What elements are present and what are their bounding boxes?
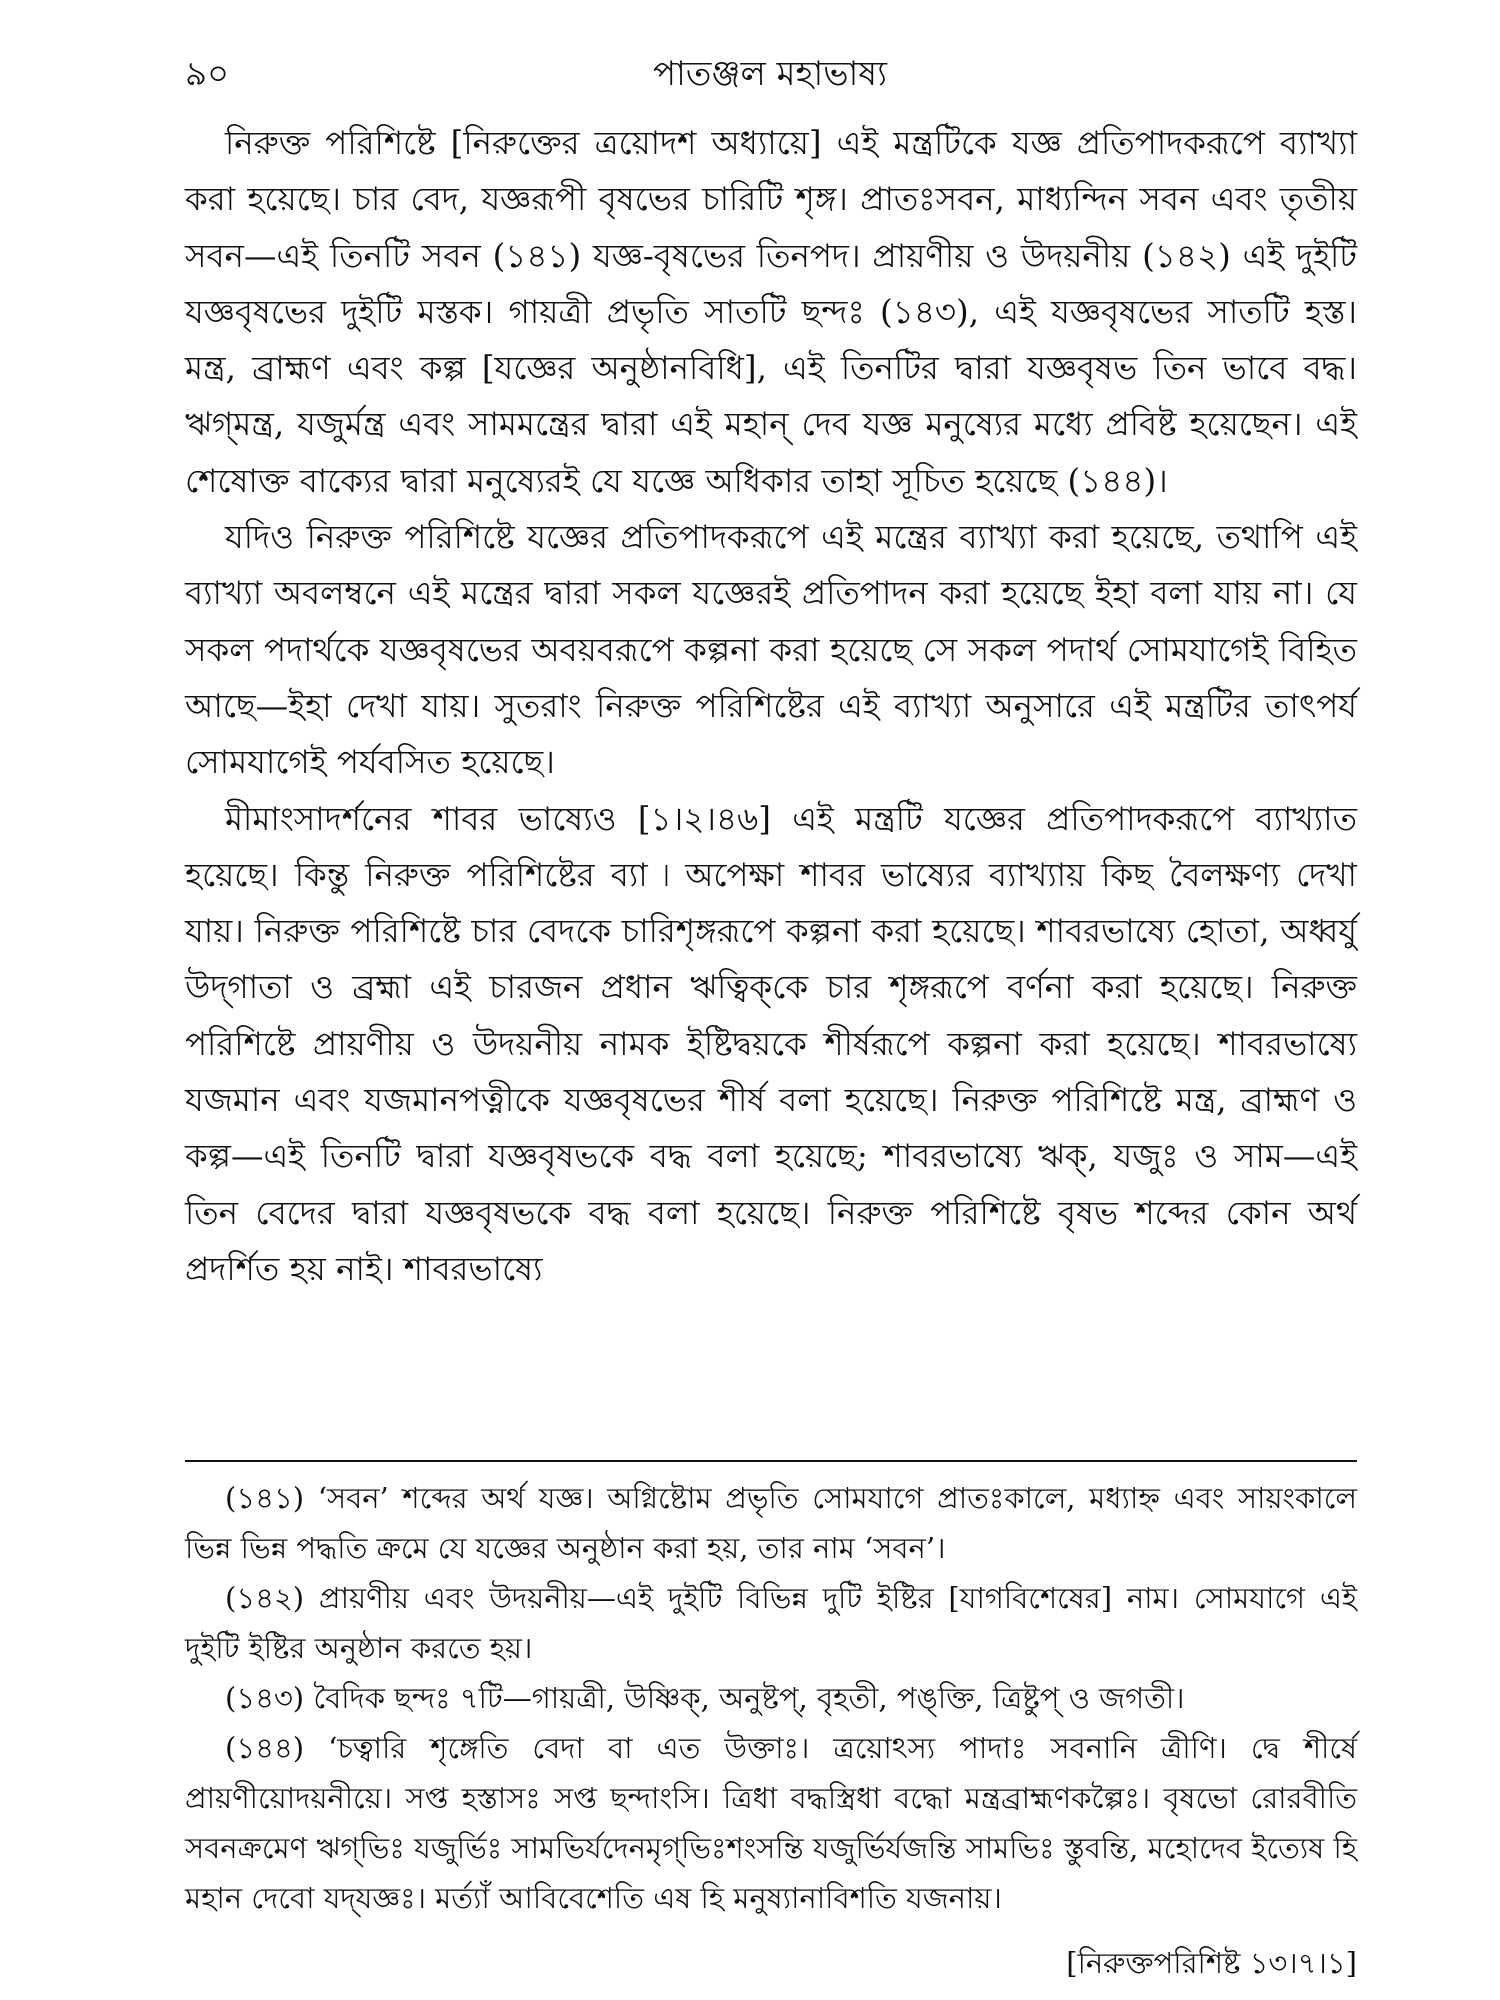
paragraph: মীমাংসাদর্শনের শাবর ভাষ্যেও [১।২।৪৬] এই মন্ত্রটি যজ্ঞের প্রতিপাদকরূপে ব্যাখ্যাত হয়েছে। কিন্তু নিরুক্ত পরিশিষ্টের ব্যা ৷ অপেক্ষা শাবর ভাষ্যের ব্যাখ্যায় কিছ বৈলক্ষণ্য দেখা যায়। নিরুক্ত পরিশিষ্টে চার বেদকে চারিশৃঙ্গরূপে কল্পনা করা হয়েছে। শাবরভাষ্যে হোতা, অধ্বর্যু উদ্‌গাতা ও ব্রহ্মা এই চারজন প্রধান ঋত্বিক্‌কে চার শৃঙ্গরূপে বর্ণনা করা হয়েছে। নিরুক্ত পরিশিষ্টে প্রায়ণীয় ও উদয়নীয় নামক ইষ্টিদ্বয়কে শীর্ষরূপে কল্পনা করা হয়েছে। শাবরভাষ্যে যজমান এবং যজমানপত্নীকে যজ্ঞবৃষভের শীর্ষ বলা হয়েছে। নিরুক্ত পরিশিষ্টে মন্ত্র, ব্রাহ্মণ ও কল্প—এই তিনটি দ্বারা যজ্ঞবৃষভকে বদ্ধ বলা হয়েছে; শাবরভাষ্যে ঋক্‌, যজুঃ ও সাম—এই তিন বেদের দ্বারা যজ্ঞবৃষভকে বদ্ধ বলা হয়েছে। নিরুক্ত পরিশিষ্টে বৃষভ শব্দের কোন অর্থ প্রদর্শিত হয় নাই। শাবরভাষ্যে bbox=[185, 799, 1357, 1288]
paragraph: যদিও নিরুক্ত পরিশিষ্টে যজ্ঞের প্রতিপাদকরূপে এই মন্ত্রের ব্যাখ্যা করা হয়েছে, তথাপি এই ব্যাখ্যা অবলম্বনে এই মন্ত্রের দ্বারা সকল যজ্ঞেরই প্রতিপাদন করা হয়েছে ইহা বলা যায় না। যে সকল পদার্থকে যজ্ঞবৃষভের অবয়বরূপে কল্পনা করা হয়েছে সে সকল পদার্থ সোমযাগেই বিহিত আছে—ইহা দেখা যায়। সুতরাং নিরুক্ত পরিশিষ্টের এই ব্যাখ্যা অনুসারে এই মন্ত্রটির তাৎপর্য সোমযাগেই পর্যবসিত হয়েছে। bbox=[185, 518, 1357, 782]
footnote-source-citation: [নিরুক্তপরিশিষ্ট ১৩।৭।১] bbox=[1066, 1946, 1357, 1980]
footnotes bbox=[185, 1473, 1357, 1923]
footnote-144: (১৪৪) ‘চত্বারি শৃঙ্গেতি বেদা বা এত উক্তাঃ। ত্রয়োঽস্য পাদাঃ সবনানি ত্রীণি। দ্বে শীর্ষে প্রায়ণীয়োদয়নীয়ে। সপ্ত হস্তাসঃ সপ্ত ছন্দাংসি। ত্রিধা বদ্ধস্ত্রিধা বদ্ধো মন্ত্রব্রাহ্মণকল্পৈঃ। বৃষভো রোরবীতি সবনক্রমেণ ঋগ্‌ভিঃ যজুর্ভিঃ সামভির্যদেনমৃগ্‌ভিঃশংসন্তি যজুর্ভির্যজন্তি সামভিঃ স্তুবন্তি, মহোদেব ইত্যেষ হি মহান দেবো যদ্‌যজ্ঞঃ। মর্ত্যাঁ আবিবেশেতি এষ হি মনুষ্যানাবিশতি যজনায়। bbox=[185, 1731, 1357, 1915]
paragraph: নিরুক্ত পরিশিষ্টে [নিরুক্তের ত্রয়োদশ অধ্যায়ে] এই মন্ত্রটিকে যজ্ঞ প্রতিপাদকরূপে ব্যাখ্যা করা হয়েছে। চার বেদ, যজ্ঞরূপী বৃষভের চারিটি শৃঙ্গ। প্রাতঃসবন, মাধ্যন্দিন সবন এবং তৃতীয় সবন—এই তিনটি সবন (১৪১) যজ্ঞ-বৃষভের তিনপদ। প্রায়ণীয় ও উদয়নীয় (১৪২) এই দুইটি যজ্ঞবৃষভের দুইটি মস্তক। গায়ত্রী প্রভৃতি সাতটি ছন্দঃ (১৪৩), এই যজ্ঞবৃষভের সাতটি হস্ত। মন্ত্র, ব্রাহ্মণ এবং কল্প [যজ্ঞের অনুষ্ঠানবিধি], এই তিনটির দ্বারা যজ্ঞবৃষভ তিন ভাবে বদ্ধ। ঋগ্‌মন্ত্র, যজুর্মন্ত্র এবং সামমন্ত্রের দ্বারা এই মহান্‌ দেব যজ্ঞ মনুষ্যের মধ্যে প্রবিষ্ট হয়েছেন। এই শেষোক্ত বাক্যের দ্বারা মনুষ্যেরই যে যজ্ঞে অধিকার তাহা সূচিত হয়েছে (১৪৪)। bbox=[185, 124, 1357, 500]
footnote-142: (১৪২) প্রায়ণীয় এবং উদয়নীয়—এই দুইটি বিভিন্ন দুটি ইষ্টির [যাগবিশেষের] নাম। সোমযাগে এই দুইটি ইষ্টির অনুষ্ঠান করতে হয়। bbox=[185, 1581, 1357, 1665]
footnote-divider bbox=[185, 1460, 1357, 1462]
running-title: পাতঞ্জল মহাভাষ্য bbox=[652, 54, 888, 94]
footnote-143: (১৪৩) বৈদিক ছন্দঃ ৭টি—গায়ত্রী, উষ্ণিক্‌, অনুষ্টপ্‌, বৃহতী, পঙ্‌ক্তি, ত্রিষ্টুপ্‌ ও জগতী। bbox=[225, 1681, 1185, 1715]
page-number: ৯০ bbox=[185, 54, 230, 94]
main-text bbox=[185, 115, 1357, 1297]
page-header bbox=[185, 48, 1355, 108]
footnote-141: (১৪১) ‘সবন’ শব্দের অর্থ যজ্ঞ। অগ্নিষ্টোম প্রভৃতি সোমযাগে প্রাতঃকালে, মধ্যাহ্ন এবং সায়ংকালে ভিন্ন ভিন্ন পদ্ধতি ক্রমে যে যজ্ঞের অনুষ্ঠান করা হয়, তার নাম ‘সবন’। bbox=[185, 1481, 1357, 1565]
